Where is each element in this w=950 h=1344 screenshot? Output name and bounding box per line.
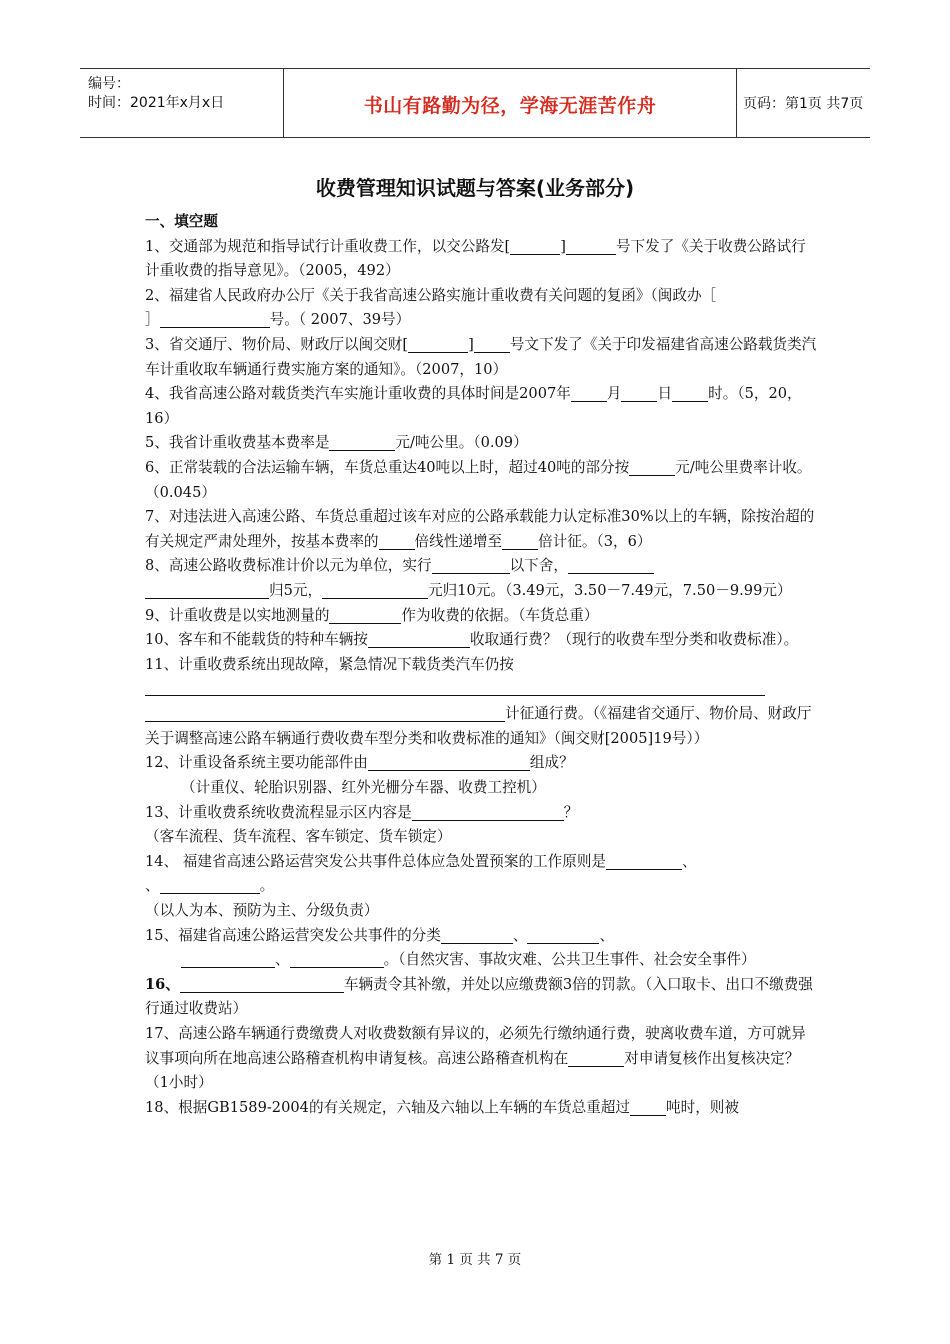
answer-12: （计重仪、轮胎识别器、红外光栅分车器、收费工控机） bbox=[181, 779, 546, 797]
blank bbox=[568, 556, 654, 574]
blank bbox=[621, 384, 657, 402]
blank bbox=[160, 310, 270, 328]
question-text: 元归10元。（3.49元，3.50－7.49元，7.50－9.99元） bbox=[428, 581, 792, 599]
question-text: ］ bbox=[145, 311, 160, 329]
blank bbox=[145, 677, 765, 696]
question-4 bbox=[145, 382, 817, 431]
blank bbox=[629, 458, 675, 476]
blank bbox=[474, 335, 510, 353]
blank bbox=[379, 532, 415, 550]
answer-14: （以人为本、预防为主、分级负责） bbox=[145, 902, 379, 920]
blank bbox=[568, 1049, 624, 1067]
question-12 bbox=[145, 751, 817, 776]
blank bbox=[145, 704, 505, 722]
question-10 bbox=[145, 628, 817, 653]
header-motto-cell bbox=[283, 69, 737, 137]
blank bbox=[527, 926, 599, 944]
question-text: 、 bbox=[682, 852, 697, 870]
question-text: 2、福建省人民政府办公厅《关于我省高速公路实施计重收费有关问题的复函》（闽政办［ bbox=[145, 286, 717, 304]
question-text: 元/吨公里费率计收。（0.045） bbox=[145, 458, 812, 501]
question-text: 吨时，则被 bbox=[666, 1098, 739, 1116]
question-text: 月 bbox=[606, 385, 622, 403]
question-text: 1、交通部为规范和指导试行计重收费工作，以交公路发[ bbox=[145, 237, 511, 255]
question-text: 6、正常装载的合法运输车辆，车货总重达40吨以上时，超过40吨的部分按 bbox=[145, 458, 630, 476]
question-text: 计征通行费。（《福建省交通厅、物价局、财政厅关于调整高速公路车辆通行费收费车型分类和收费标准的通知》（闽交财[2005]19号）） bbox=[145, 705, 812, 747]
question-9 bbox=[145, 604, 817, 629]
page-footer: 第 1 页 共 7 页 bbox=[428, 1252, 522, 1268]
header-motto: 书山有路勤为径，学海无涯苦作舟 bbox=[363, 95, 657, 117]
question-text: 8、高速公路收费标准计价以元为单位，实行 bbox=[145, 557, 432, 575]
question-7 bbox=[145, 505, 817, 554]
document-title: 收费管理知识试题与答案(业务部分) bbox=[315, 176, 635, 200]
blank bbox=[145, 581, 269, 599]
question-text: ] bbox=[468, 335, 474, 353]
question-text: 号下发了《关于收费公路试行计重收费的指导意见》。（2005，492） bbox=[145, 237, 806, 280]
blank bbox=[290, 950, 384, 968]
question-17 bbox=[145, 1022, 817, 1096]
question-text: 4、我省高速公路对载货类汽车实施计重收费的具体时间是2007年 bbox=[145, 385, 571, 403]
question-14 bbox=[145, 850, 817, 899]
blank bbox=[412, 803, 564, 821]
question-text: 10、客车和不能载货的特种车辆按 bbox=[145, 631, 368, 649]
blank bbox=[368, 630, 470, 648]
blank bbox=[630, 1098, 666, 1116]
question-text: ？ bbox=[563, 803, 579, 821]
question-text: 日 bbox=[657, 385, 673, 403]
question-text: 11、计重收费系统出现故障，紧急情况下载货类汽车仍按 bbox=[145, 655, 514, 673]
blank bbox=[672, 384, 708, 402]
question-text: 、 bbox=[512, 926, 528, 944]
question-text: 、 bbox=[275, 951, 290, 969]
question-15 bbox=[145, 924, 817, 973]
document-number-label: 编号： bbox=[88, 76, 130, 92]
question-2 bbox=[145, 284, 817, 333]
question-text: 对申请复核作出复核决定？（1小时） bbox=[145, 1049, 800, 1092]
question-5 bbox=[145, 431, 817, 456]
question-3 bbox=[145, 333, 817, 382]
header-left-cell bbox=[80, 69, 283, 137]
question-text: 18、根据GB1589-2004的有关规定，六轴及六轴以上车辆的车货总重超过 bbox=[145, 1098, 631, 1116]
blank bbox=[160, 876, 260, 894]
question-list bbox=[145, 210, 817, 1120]
blank bbox=[322, 581, 428, 599]
question-text: 时。（5，20，16） bbox=[145, 385, 802, 427]
question-16 bbox=[145, 973, 817, 1022]
question-text: 号文下发了《关于印发福建省高速公路载货类汽车计重收取车辆通行费实施方案的通知》。（2007，10） bbox=[145, 335, 817, 378]
section-heading: 一、填空题 bbox=[145, 213, 218, 230]
question-11 bbox=[145, 653, 817, 678]
question-text: 、 bbox=[599, 926, 615, 944]
question-8 bbox=[145, 554, 817, 603]
blank bbox=[571, 384, 607, 402]
answer-13: （客车流程、货车流程、客车锁定、货车锁定） bbox=[145, 828, 452, 846]
blank bbox=[329, 433, 395, 451]
question-text: 倍计征。（3，6） bbox=[538, 532, 652, 550]
question-text: 7、对违法进入高速公路、车货总重超过该车对应的公路承载能力认定标准30%以上的车辆，除按治超的有关规定严肃处理外，按基本费率的 bbox=[145, 508, 815, 550]
blank bbox=[606, 852, 682, 870]
question-text: 收取通行费？（现行的收费车型分类和收费标准）。 bbox=[469, 631, 799, 649]
question-1 bbox=[145, 235, 817, 284]
blank bbox=[502, 532, 538, 550]
blank bbox=[180, 975, 344, 993]
blank bbox=[368, 753, 530, 771]
question-text: 归5元， bbox=[269, 581, 323, 599]
blank bbox=[408, 335, 468, 353]
question-text: 以下舍， bbox=[509, 557, 568, 575]
page-header bbox=[80, 68, 870, 138]
question-text: 倍线性递增至 bbox=[414, 532, 503, 550]
blank bbox=[432, 556, 510, 574]
question-text: 。 bbox=[259, 877, 275, 895]
question-text: 15、福建省高速公路运营突发公共事件的分类 bbox=[145, 926, 441, 944]
question-text: 车辆责令其补缴，并处以应缴费额3倍的罚款。（入口取卡、出口不缴费强行通过收费站） bbox=[145, 975, 813, 1018]
question-11-cont bbox=[145, 702, 817, 751]
question-6 bbox=[145, 456, 817, 505]
blank bbox=[181, 950, 275, 968]
question-text: 、 bbox=[145, 877, 160, 895]
question-text: 17、高速公路车辆通行费缴费人对收费数额有异议的，必须先行缴纳通行费，驶离收费车道，方可就异议事项向所在地高速公路稽查机构申请复核。高速公路稽查机构在 bbox=[145, 1025, 806, 1067]
blank bbox=[329, 606, 401, 624]
question-18 bbox=[145, 1096, 817, 1121]
question-text: 12、计重设备系统主要功能部件由 bbox=[145, 754, 368, 772]
blank bbox=[441, 926, 513, 944]
question-text: 。（自然灾害、事故灾难、公共卫生事件、社会安全事件） bbox=[383, 951, 756, 969]
question-13 bbox=[145, 801, 817, 826]
question-text: 作为收费的依据。（车货总重） bbox=[401, 606, 599, 624]
document-time-label: 时间：2021年x月x日 bbox=[88, 95, 225, 111]
question-text: 14、 福建省高速公路运营突发公共事件总体应急处置预案的工作原则是 bbox=[145, 852, 607, 870]
question-text: 13、计重收费系统收费流程显示区内容是 bbox=[145, 803, 412, 821]
question-text: 5、我省计重收费基本费率是 bbox=[145, 434, 330, 452]
blank bbox=[566, 237, 616, 255]
question-text: 16、 bbox=[145, 975, 180, 993]
question-text: 号。（ 2007、39号） bbox=[269, 311, 411, 329]
question-text: 元/吨公里。（0.09） bbox=[395, 434, 528, 452]
question-text: 组成？ bbox=[529, 754, 574, 772]
question-text: 3、省交通厅、物价局、财政厅以闽交财[ bbox=[145, 335, 409, 353]
header-page-info: 页码：第1页 共7页 bbox=[743, 96, 864, 112]
question-text: ] bbox=[560, 237, 566, 255]
blank bbox=[510, 237, 560, 255]
question-text: 9、计重收费是以实地测量的 bbox=[145, 606, 330, 624]
